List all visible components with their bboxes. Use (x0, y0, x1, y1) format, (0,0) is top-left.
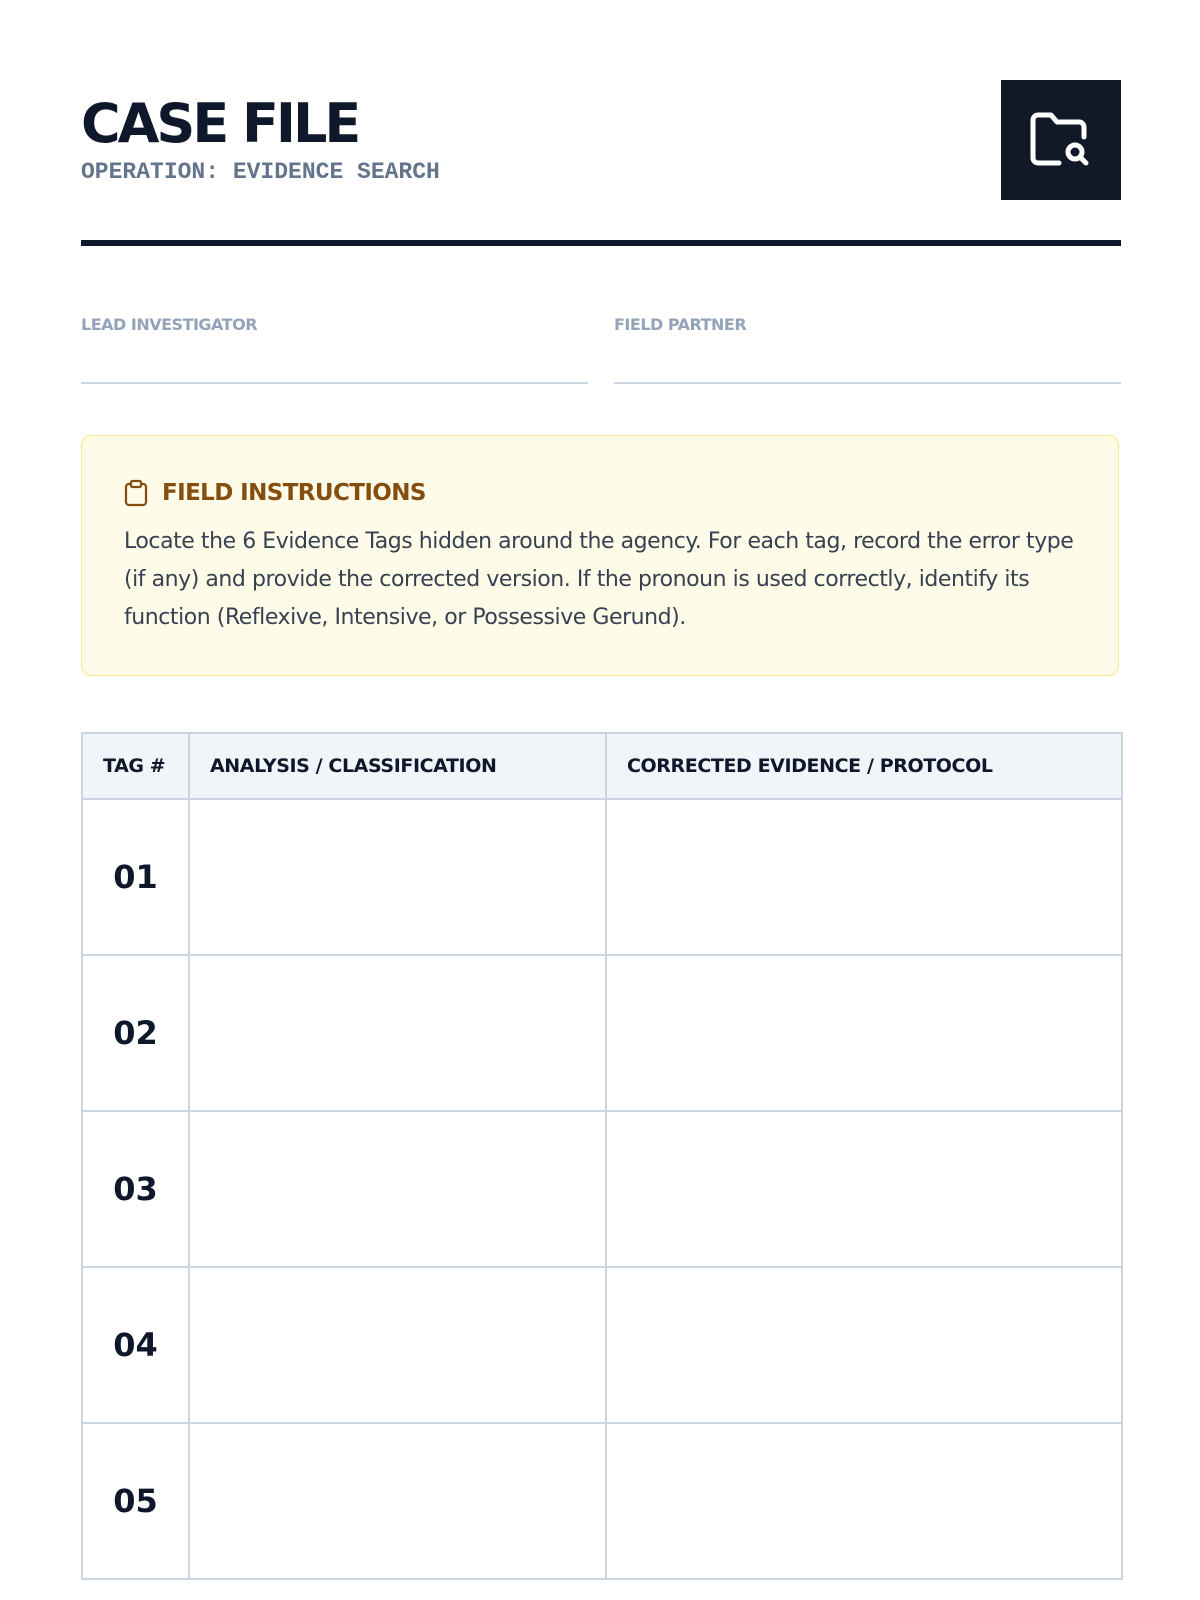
lead-investigator-label: LEAD INVESTIGATOR (81, 315, 258, 334)
corrected-evidence-cell[interactable] (606, 1267, 1122, 1423)
field-partner-field[interactable] (614, 312, 1121, 384)
clipboard-icon (124, 479, 148, 507)
tag-number: 02 (82, 955, 189, 1111)
table-row (82, 1111, 1122, 1267)
evidence-table (81, 732, 1123, 1580)
folder-search-badge (1001, 80, 1121, 200)
analysis-cell[interactable] (189, 1111, 606, 1267)
tag-number: 04 (82, 1267, 189, 1423)
field-instructions-box (81, 435, 1119, 676)
page-subtitle: OPERATION: EVIDENCE SEARCH (81, 159, 440, 185)
page-title: CASE FILE (81, 92, 359, 155)
tag-number: 05 (82, 1423, 189, 1579)
table-row (82, 1267, 1122, 1423)
analysis-cell[interactable] (189, 1423, 606, 1579)
analysis-cell[interactable] (189, 799, 606, 955)
analysis-cell[interactable] (189, 955, 606, 1111)
table-row (82, 955, 1122, 1111)
corrected-evidence-cell[interactable] (606, 955, 1122, 1111)
instructions-title: FIELD INSTRUCTIONS (162, 480, 426, 506)
tag-number: 03 (82, 1111, 189, 1267)
folder-search-icon (1029, 111, 1093, 169)
column-header-tag: TAG # (82, 733, 189, 799)
column-header-corrected: CORRECTED EVIDENCE / PROTOCOL (606, 733, 1122, 799)
corrected-evidence-cell[interactable] (606, 1423, 1122, 1579)
table-row (82, 1423, 1122, 1579)
table-row (82, 799, 1122, 955)
field-partner-label: FIELD PARTNER (614, 315, 747, 334)
instructions-text: Locate the 6 Evidence Tags hidden around the agency. For each tag, record the error type (if any) and provide the corrected version. If the pronoun is used correctly, identify its function (Reflexive, Intensive, or Possessive Gerund). (124, 529, 1074, 630)
tag-number: 01 (82, 799, 189, 955)
column-header-analysis: ANALYSIS / CLASSIFICATION (189, 733, 606, 799)
instructions-heading (124, 478, 426, 508)
table-header-row (82, 733, 1122, 799)
case-file-header (81, 80, 1121, 200)
lead-investigator-field[interactable] (81, 312, 588, 384)
analysis-cell[interactable] (189, 1267, 606, 1423)
header-divider (81, 240, 1121, 246)
corrected-evidence-cell[interactable] (606, 1111, 1122, 1267)
corrected-evidence-cell[interactable] (606, 799, 1122, 955)
